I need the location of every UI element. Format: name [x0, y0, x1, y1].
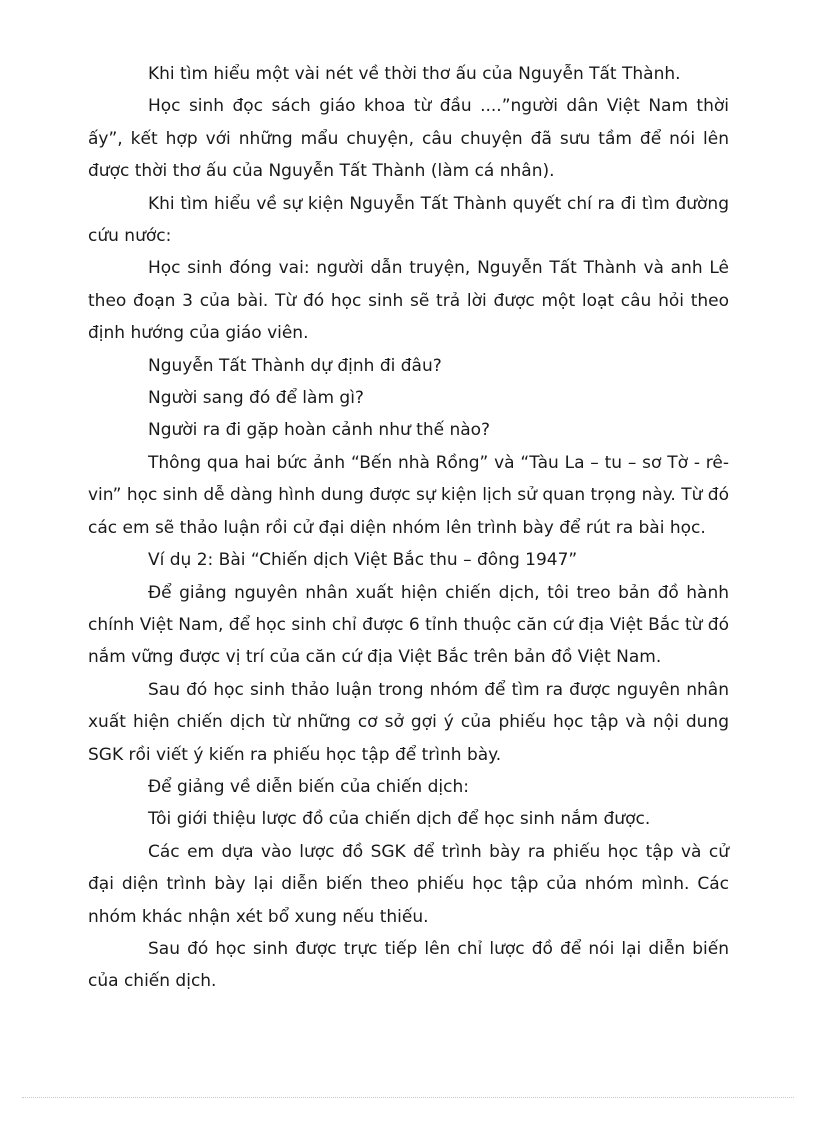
paragraph: Sau đó học sinh thảo luận trong nhóm để tìm ra được nguyên nhân xuất hiện chiến dịch từ những cơ sở gợi ý của phiếu học tập và nội dung SGK rồi viết ý kiến ra phiếu học tập để trình bày. [88, 679, 729, 765]
paragraph: Học sinh đóng vai: người dẫn truyện, Nguyễn Tất Thành và anh Lê theo đoạn 3 của bài. Từ đó học sinh sẽ trả lời được một loạt câu hỏi theo định hướng của giáo viên. [88, 258, 729, 344]
paragraph: Sau đó học sinh được trực tiếp lên chỉ lược đồ để nói lại diễn biến của chiến dịch. [88, 938, 729, 992]
paragraph: Người sang đó để làm gì? [148, 388, 364, 409]
paragraph: Tôi giới thiệu lược đồ của chiến dịch để học sinh nắm được. [148, 809, 651, 830]
paragraph: Khi tìm hiểu về sự kiện Nguyễn Tất Thành quyết chí ra đi tìm đường cứu nước: [88, 193, 729, 247]
document-page [88, 58, 729, 998]
paragraph: Ví dụ 2: Bài “Chiến dịch Việt Bắc thu – đông 1947” [148, 550, 578, 571]
paragraph: Người ra đi gặp hoàn cảnh như thế nào? [148, 420, 491, 441]
paragraph: Học sinh đọc sách giáo khoa từ đầu ....”người dân Việt Nam thời ấy”, kết hợp với những mẩu chuyện, câu chuyện đã sưu tầm để nói lên được thời thơ ấu của Nguyễn Tất Thành (làm cá nhân). [88, 96, 729, 182]
paragraph: Để giảng nguyên nhân xuất hiện chiến dịch, tôi treo bản đồ hành chính Việt Nam, để học sinh chỉ được 6 tỉnh thuộc căn cứ địa Việt Bắc từ đó nắm vững được vị trí của căn cứ địa Việt Bắc trên bản đồ Việt Nam. [88, 582, 729, 668]
paragraph: Thông qua hai bức ảnh “Bến nhà Rồng” và “Tàu La – tu – sơ Tờ - rê-vin” học sinh dễ dàng hình dung được sự kiện lịch sử quan trọng này. Từ đó các em sẽ thảo luận rồi cử đại diện nhóm lên trình bày để rút ra bài học. [88, 452, 729, 538]
paragraph: Nguyễn Tất Thành dự định đi đâu? [148, 355, 442, 376]
paragraph: Khi tìm hiểu một vài nét về thời thơ ấu của Nguyễn Tất Thành. [148, 64, 681, 84]
paragraph: Các em dựa vào lược đồ SGK để trình bày ra phiếu học tập và cử đại diện trình bày lại diễn biến theo phiếu học tập của nhóm mình. Các nhóm khác nhận xét bổ xung nếu thiếu. [88, 841, 729, 927]
paragraph: Để giảng về diễn biến của chiến dịch: [148, 776, 469, 797]
page-bottom-divider [22, 1097, 794, 1098]
